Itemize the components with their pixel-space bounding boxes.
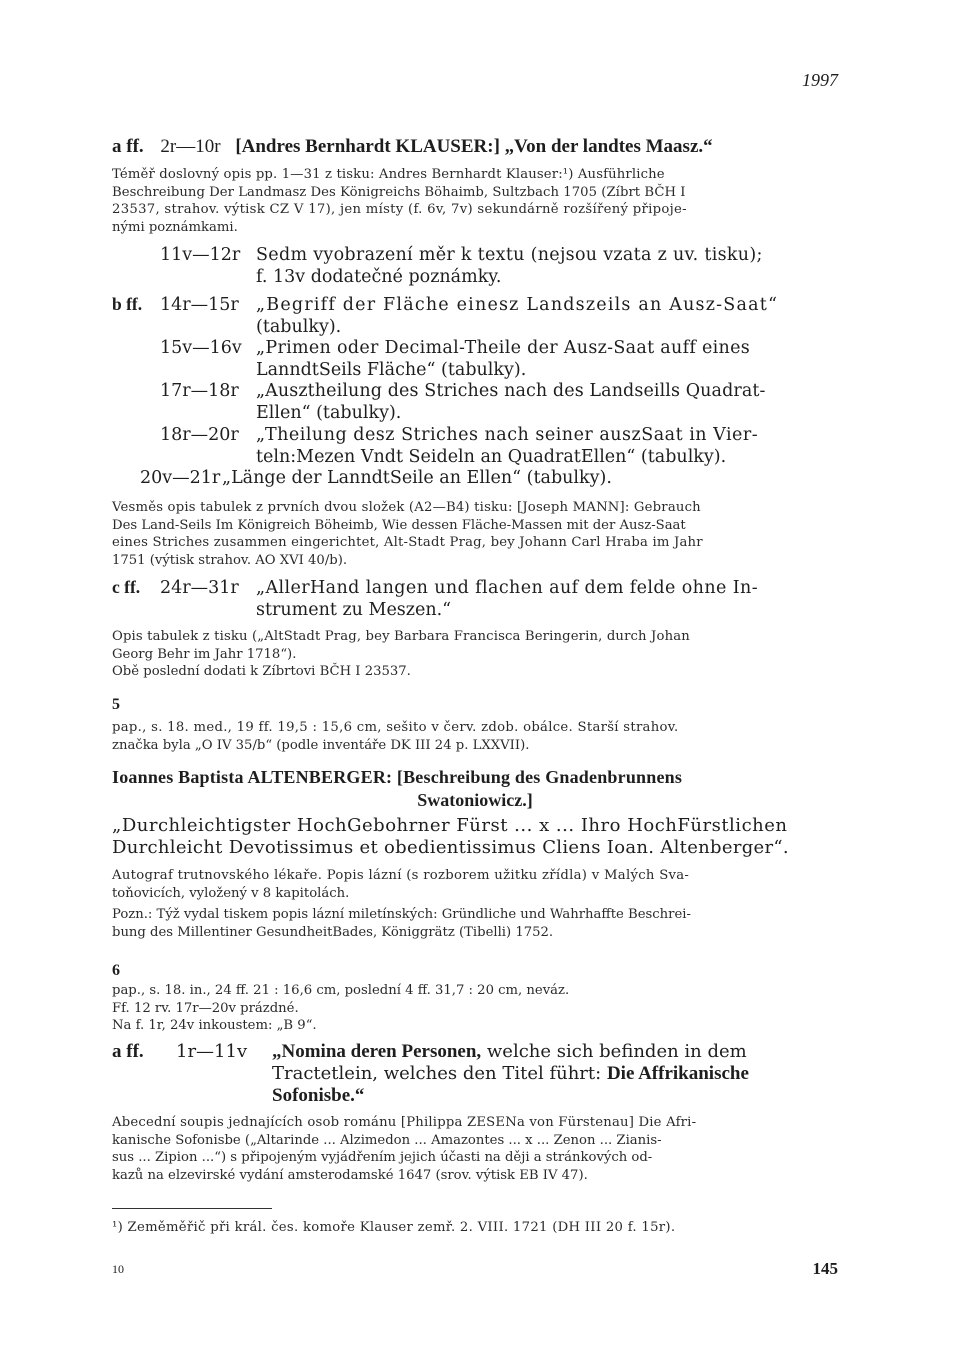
note-line: Des Land-Seils Im Königreich Böheimb, Wie dessen Fläche-Massen mit der Ausz-Saat (112, 517, 686, 533)
note-line: eines Striches zusammen eingerichtet, Alt-Stadt Prag, bey Johann Carl Hraba im Jahr (112, 535, 703, 550)
entry-b-note (112, 499, 840, 569)
range-text: „Begriff der Fläche einesz Landszeils an Ausz-Saat“ (256, 295, 779, 315)
range-label: 14r—15r (160, 295, 239, 315)
note-line: Opis tabulek z tisku („AltStadt Prag, bey Barbara Francisca Beringerin, durch Johan (112, 629, 690, 644)
entry-a-note (112, 166, 840, 236)
range-text: strument zu Meszen.“ (256, 600, 452, 620)
range-label: 20v—21r (140, 468, 221, 488)
entry-5-note (112, 867, 840, 902)
range-text: „Länge der LanndtSeile an Ellen“ (tabulky). (222, 468, 612, 488)
entry-b-item-3 (160, 380, 850, 424)
range-11v-12r (160, 244, 850, 288)
note-line: Beschreibung Der Landmasz Des Königreichs Böhaimb, Sultzbach 1705 (Zíbrt BČH I (112, 184, 686, 200)
range-label: 1r—11v (176, 1041, 248, 1062)
range-text: LanndtSeils Fläche“ (tabulky). (256, 360, 527, 380)
entry-a-range: 2r—10r (160, 136, 221, 157)
range-label: 15v—16v (160, 338, 242, 358)
entry-a-heading (112, 136, 713, 158)
note-line: Vesměs opis tabulek z prvních dvou složek (A2—B4) tisku: [Joseph MANN]: Gebrauch (112, 500, 701, 515)
entry-5-title (112, 766, 838, 812)
note-line: Georg Behr im Jahr 1718“). (112, 646, 297, 662)
note-line: Na f. 1r, 24v inkoustem: „B 9“. (112, 1018, 317, 1033)
note-line: kazů na elzevirské vydání amsterodamské 1647 (srov. výtisk EB IV 47). (112, 1167, 588, 1183)
entry-6-number: 6 (112, 962, 120, 979)
note-line: nými poznámkami. (112, 219, 238, 235)
entry-5-quote (112, 815, 842, 859)
entry-5-remark (112, 906, 840, 941)
note-line: Pozn.: Týž vydal tiskem popis lázní miletínských: Gründliche und Wahrhaffte Beschrei- (112, 907, 691, 922)
entry-6-note (112, 1114, 840, 1184)
entry-6-description (112, 982, 840, 1035)
note-line: kanische Sofonisbe („Altarinde ... Alzimedon ... Amazontes ... x ... Zenon ... Zianis- (112, 1132, 662, 1148)
footnote: ¹) Zeměměřič při král. čes. komoře Klauser zemř. 2. VIII. 1721 (DH III 20 f. 15r). (112, 1220, 676, 1235)
entry-6-a-label: a ff. (112, 1041, 144, 1062)
note-line: sus ... Zipion ...“) s připojeným vyjádřením jejich účasti na ději a stránkových od- (112, 1150, 653, 1165)
note-line: 23537, strahov. výtisk CZ V 17), jen místy (f. 6v, 7v) sekundárně rozšířený připoje- (112, 202, 687, 217)
range-text: welche sich befinden in dem (481, 1041, 747, 1062)
note-line: bung des Millentiner GesundheitBades, Königgrätz (Tibelli) 1752. (112, 924, 554, 940)
range-text: f. 13v dodatečné poznámky. (256, 267, 502, 287)
range-text: Tractetlein, welches den Titel führt: (272, 1063, 607, 1084)
entry-c-item (112, 576, 852, 621)
page-number-top: 1997 (802, 70, 838, 90)
range-text: „Ausztheilung des Striches nach des Landseills Quadrat- (256, 381, 766, 401)
entry-c-note (112, 628, 840, 681)
entry-b-item-1 (112, 293, 852, 338)
range-text-bold: Die Affrikanische (606, 1063, 749, 1084)
range-text: Ellen“ (tabulky). (256, 403, 402, 423)
range-text: „Primen oder Decimal-Theile der Ausz-Saat auff eines (256, 338, 751, 358)
note-line: značka byla „O IV 35/b“ (podle inventáře DK III 24 p. LXXVII). (112, 737, 530, 753)
range-text: (tabulky). (256, 317, 342, 337)
entry-b-item-4 (160, 424, 850, 468)
footnote-rule (112, 1208, 272, 1209)
title-line: Swatoniowicz.] (417, 790, 533, 810)
note-line: 1751 (výtisk strahov. AO XVI 40/b). (112, 552, 348, 568)
note-line: pap., s. 18. med., 19 ff. 19,5 : 15,6 cm, sešito v červ. zdob. obálce. Starší strahov. (112, 720, 679, 735)
range-label: 18r—20r (160, 425, 239, 445)
range-label: 24r—31r (160, 578, 239, 598)
range-label: 17r—18r (160, 381, 239, 401)
range-text: „AllerHand langen und flachen auf dem felde ohne In- (256, 578, 759, 598)
note-line: Obě poslední dodati k Zíbrtovi BČH I 23537. (112, 664, 411, 679)
entry-c-label: c ff. (112, 577, 141, 597)
range-text: teln:Mezen Vndt Seideln an QuadratEllen“ (tabulky). (256, 447, 727, 467)
note-line: pap., s. 18. in., 24 ff. 21 : 16,6 cm, poslední 4 ff. 31,7 : 20 cm, neváz. (112, 983, 570, 998)
entry-b-item-2 (160, 337, 850, 381)
range-label: 11v—12r (160, 245, 241, 265)
entry-a-title: [Andres Bernhardt KLAUSER:] „Von der landtes Maasz.“ (235, 136, 713, 157)
note-line: toňovicích, vyložený v 8 kapitolách. (112, 885, 350, 901)
entry-6-a-item (112, 1041, 852, 1107)
page-number-bottom: 145 (812, 1259, 838, 1278)
quote-line: Durchleicht Devotissimus et obedientissimus Cliens Ioan. Altenberger“. (112, 837, 789, 858)
entry-5-number: 5 (112, 696, 120, 713)
note-line: Ff. 12 rv. 17r—20v prázdné. (112, 1000, 299, 1016)
range-text: „Theilung desz Striches nach seiner auszSaat in Vier- (256, 425, 759, 445)
note-line: Autograf trutnovského lékaře. Popis lázní (s rozborem užitku zřídla) v Malých Sva- (112, 868, 690, 883)
entry-a-label: a ff. (112, 136, 144, 157)
entry-b-item-5 (140, 467, 830, 489)
note-line: Téměř doslovný opis pp. 1—31 z tisku: Andres Bernhardt Klauser:¹) Ausführliche (112, 167, 665, 182)
range-text-bold: Sofonisbe.“ (272, 1085, 365, 1106)
note-line: Abecední soupis jednajících osob románu [Philippa ZESENa von Fürstenau] Die Afri- (112, 1115, 697, 1130)
title-line: Ioannes Baptista ALTENBERGER: [Beschreibung des Gnadenbrunnens (112, 767, 683, 787)
signature-mark: 10 (112, 1262, 124, 1276)
range-text-bold: „Nomina deren Personen, (272, 1041, 482, 1062)
entry-b-label: b ff. (112, 294, 143, 314)
range-text: Sedm vyobrazení měr k textu (nejsou vzata z uv. tisku); (256, 245, 763, 265)
quote-line: „Durchleichtigster HochGebohrner Fürst ... x ... Ihro HochFürstlichen (112, 815, 788, 836)
entry-5-description (112, 719, 840, 754)
